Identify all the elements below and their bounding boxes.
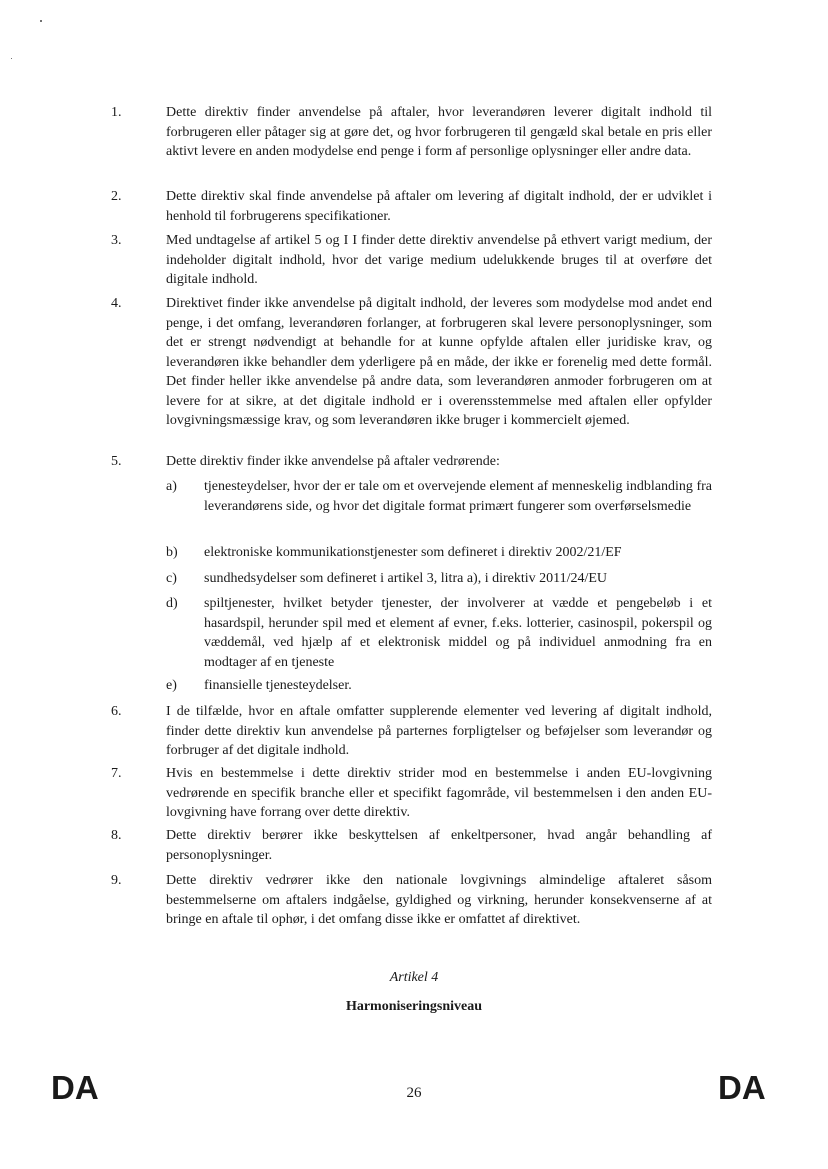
- subitem-letter: e): [166, 678, 177, 693]
- paragraph-text: Hvis en bestemmelse i dette direktiv strider mod en bestemmelse i anden EU-lovgivning vedrørende en specifik branche eller et specifikt fagområde, vil bestemmelsen i den anden EU-lovgivning have forrang over dette direktiv.: [166, 766, 712, 820]
- subitem-letter: a): [166, 479, 177, 494]
- paragraph-text: I de tilfælde, hvor en aftale omfatter supplerende elementer ved levering af digitalt indhold, finder dette direktiv kun anvendelse på parternes forpligtelser og beføjelser som leverandør og forbruger af det digitale indhold.: [166, 704, 712, 758]
- paragraph-number: 8.: [111, 828, 122, 843]
- paragraph-text: Dette direktiv finder anvendelse på aftaler, hvor leverandøren leverer digitalt indhold til forbrugeren eller påtager sig at gøre det, og hvor forbrugeren til gengæld skal betale en pris eller aktivt levere en anden modydelse end penge i form af personlige oplysninger eller andre data.: [166, 105, 712, 159]
- paragraph-number: 1.: [111, 105, 122, 120]
- paragraph-number: 4.: [111, 296, 122, 311]
- language-code-left: DA: [51, 1069, 99, 1106]
- article-title: Harmoniseringsniveau: [345, 999, 483, 1014]
- subitem-text: elektroniske kommunikationstjenester som defineret i direktiv 2002/21/EF: [204, 545, 622, 560]
- subitem-letter: b): [166, 545, 178, 560]
- paragraph-number: 3.: [111, 233, 122, 248]
- paragraph-number: 5.: [111, 454, 122, 469]
- paragraph-number: 7.: [111, 766, 122, 781]
- article-number: Artikel 4: [389, 970, 439, 985]
- paragraph-text: Dette direktiv skal finde anvendelse på aftaler om levering af digitalt indhold, der er udviklet i henhold til forbrugerens specifikationer.: [166, 189, 712, 224]
- language-code-right: DA: [718, 1069, 766, 1106]
- paragraph-text: Dette direktiv vedrører ikke den nationale lovgivnings almindelige aftaleret såsom bestemmelserne om aftalers indgåelse, gyldighed og virkning, herunder konsekvenserne af at bringe en aftale til ophør, i det omfang disse ikke er omfattet af direktivet.: [166, 873, 712, 927]
- paragraph-text: Dette direktiv finder ikke anvendelse på aftaler vedrørende:: [166, 454, 500, 469]
- subitem-text: tjenesteydelser, hvor der er tale om et overvejende element af menneskelig indblanding fra leverandørens side, og hvor det digitale format primært fungerer som overførselsmedie: [204, 479, 712, 514]
- subitem-letter: c): [166, 571, 177, 586]
- subitem-text: sundhedsydelser som defineret i artikel 3, litra a), i direktiv 2011/24/EU: [204, 571, 608, 586]
- paragraph-number: 6.: [111, 704, 122, 719]
- paragraph-number: 9.: [111, 873, 122, 888]
- scan-speck: [11, 58, 12, 59]
- paragraph-text: Med undtagelse af artikel 5 og I I finder dette direktiv anvendelse på ethvert varigt medium, der indeholder digitalt indhold, hvor det varige medium udelukkende bruges til at overføre det digitale indhold.: [166, 233, 712, 287]
- paragraph-text: Dette direktiv berører ikke beskyttelsen af enkeltpersoner, hvad angår behandling af personoplysninger.: [166, 828, 712, 863]
- paragraph-number: 2.: [111, 189, 122, 204]
- subitem-text: spiltjenester, hvilket betyder tjenester, der involverer at vædde et pengebeløb i et hasardspil, herunder spil med et element af evner, f.eks. lotterier, casinospil, pokerspil og væddemål, ved hjælp af et elektronisk middel og på individuel anmodning fra en modtager af en tjeneste: [204, 596, 712, 670]
- subitem-letter: d): [166, 596, 178, 611]
- subitem-text: finansielle tjenesteydelser.: [204, 678, 352, 693]
- scan-speck: [40, 20, 42, 22]
- page-number: 26: [406, 1085, 422, 1101]
- paragraph-text: Direktivet finder ikke anvendelse på digitalt indhold, der leveres som modydelse mod andet end penge, i det omfang, leverandøren forlanger, at forbrugeren skal levere personoplysninger, som det er strengt nødvendigt at behandle for at kunne opfylde aftalen eller juridiske krav, og leverandøren ikke behandler dem yderligere på en måde, der ikke er forenelig med dette formål. Det finder heller ikke anvendelse på andre data, som leverandøren anmoder forbrugeren om at levere for at sikre, at det digitale indhold er i overensstemmelse med aftalen eller opfylder lovgivningsmæssige krav, og som leverandøren ikke bruger i kommercielt øjemed.: [166, 296, 712, 428]
